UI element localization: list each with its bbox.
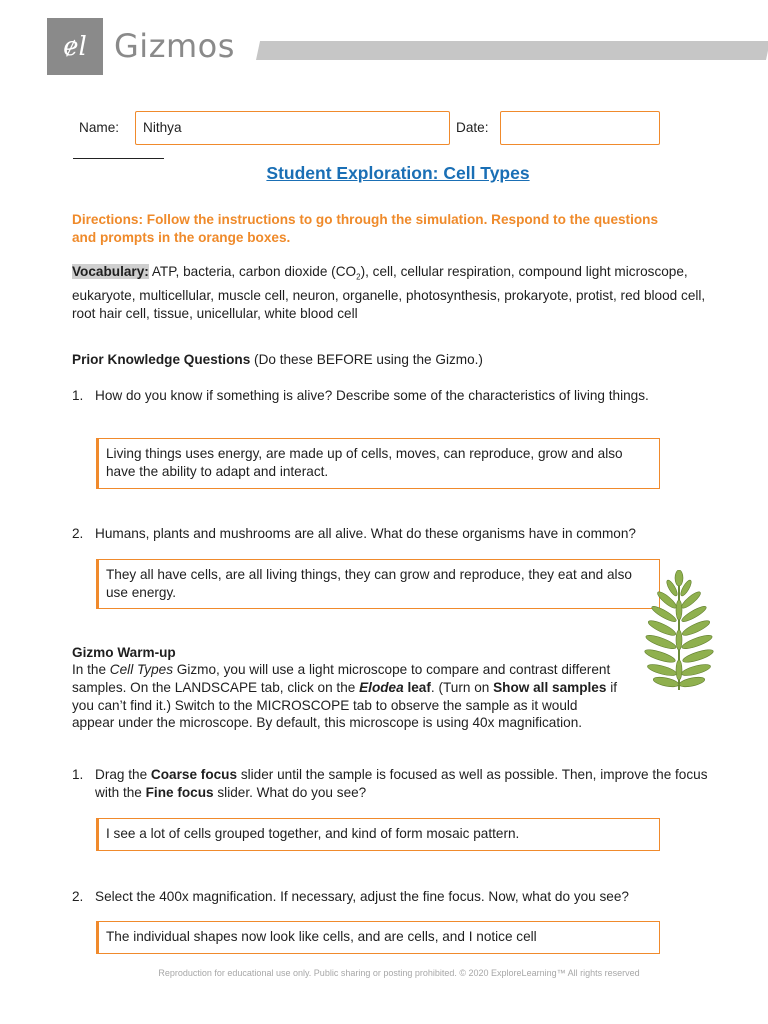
question-text: How do you know if something is alive? Describe some of the characteristics of living things. — [95, 388, 649, 403]
warmup-leaf: leaf — [403, 679, 431, 695]
answer-box[interactable]: I see a lot of cells grouped together, and kind of form mosaic pattern. — [96, 818, 660, 851]
warmup-show-all: Show all samples — [493, 679, 607, 695]
answer-box[interactable]: They all have cells, are all living things, they can grow and reproduce, they eat and also use energy. — [96, 559, 660, 609]
prior-knowledge-note: (Do these BEFORE using the Gizmo.) — [250, 352, 483, 367]
question-text — [95, 766, 725, 802]
question-number: 1. — [72, 767, 84, 782]
name-label: Name: — [79, 120, 120, 135]
prior-knowledge-heading — [72, 351, 483, 369]
vocabulary-subscript: 2 — [356, 272, 361, 282]
answer-box[interactable]: Living things uses energy, are made up of cells, moves, can reproduce, grow and also have the ability to adapt and interact. — [96, 438, 660, 489]
question-number: 2. — [72, 526, 84, 541]
question-text-part: slider until the sample is focused as well as possible. Then, improve the focus with the — [95, 767, 708, 800]
prior-knowledge-title: Prior Knowledge Questions — [72, 352, 251, 367]
vocabulary-paragraph — [72, 263, 712, 323]
question-number: 1. — [72, 388, 84, 403]
question-text: Select the 400x magnification. If necessary, adjust the fine focus. Now, what do you see? — [95, 889, 629, 904]
question-text: Humans, plants and mushrooms are all alive. What do these organisms have in common? — [95, 526, 636, 541]
warmup-text: Gizmo, you will use a light microscope to compare and contrast different samples. On the LANDSCAPE tab, click on the — [72, 662, 611, 695]
warmup-text: In the — [72, 662, 110, 677]
elodea-plant-image — [634, 570, 724, 690]
date-label: Date: — [456, 120, 489, 135]
vocabulary-text-1: ATP, bacteria, carbon dioxide (CO — [148, 264, 357, 279]
vocabulary-label: Vocabulary: — [72, 264, 149, 279]
warmup-elodea: Elodea — [359, 679, 404, 695]
divider — [73, 158, 164, 159]
date-field[interactable] — [500, 111, 660, 145]
coarse-focus-label: Coarse focus — [150, 767, 238, 782]
warmup-paragraph — [72, 661, 617, 732]
footer-copyright: Reproduction for educational use only. Public sharing or posting prohibited. © 2020 ExploreLearning™ All rights reserved — [158, 968, 640, 978]
directions-text: Directions: Follow the instructions to go through the simulation. Respond to the questions and prompts in the orange boxes. — [72, 212, 659, 245]
question-text-part: Drag the — [95, 767, 151, 782]
vocabulary-text-2: ), cell, cellular respiration, compound light microscope, eukaryote, multicellular, muscle cell, neuron, organelle, photosynthesis, prokaryote, protist, red blood cell, root hair cell, tissue, unicellular, white blood cell — [72, 264, 706, 321]
name-field[interactable]: Nithya — [135, 111, 450, 145]
page-title: Student Exploration: Cell Types — [266, 163, 530, 183]
logo-glyph: ɇl — [63, 31, 87, 62]
warmup-text: . (Turn on — [430, 679, 494, 695]
fine-focus-label: Fine focus — [145, 785, 214, 800]
question-text-part: slider. What do you see? — [213, 785, 367, 800]
warmup-text: if you can’t find it.) Switch to the MICROSCOPE tab to observe the sample as it would appear under the microscope. By default, this microscope is using 40x magnification. — [72, 679, 617, 731]
header-bar — [256, 41, 768, 60]
question-number: 2. — [72, 889, 84, 904]
answer-box[interactable]: The individual shapes now look like cells, and are cells, and I notice cell — [96, 921, 660, 954]
explorelearning-logo — [47, 18, 103, 75]
warmup-gizmo-name: Cell Types — [109, 662, 173, 677]
warmup-heading: Gizmo Warm-up — [72, 645, 176, 660]
brand-title: Gizmos — [114, 27, 235, 65]
